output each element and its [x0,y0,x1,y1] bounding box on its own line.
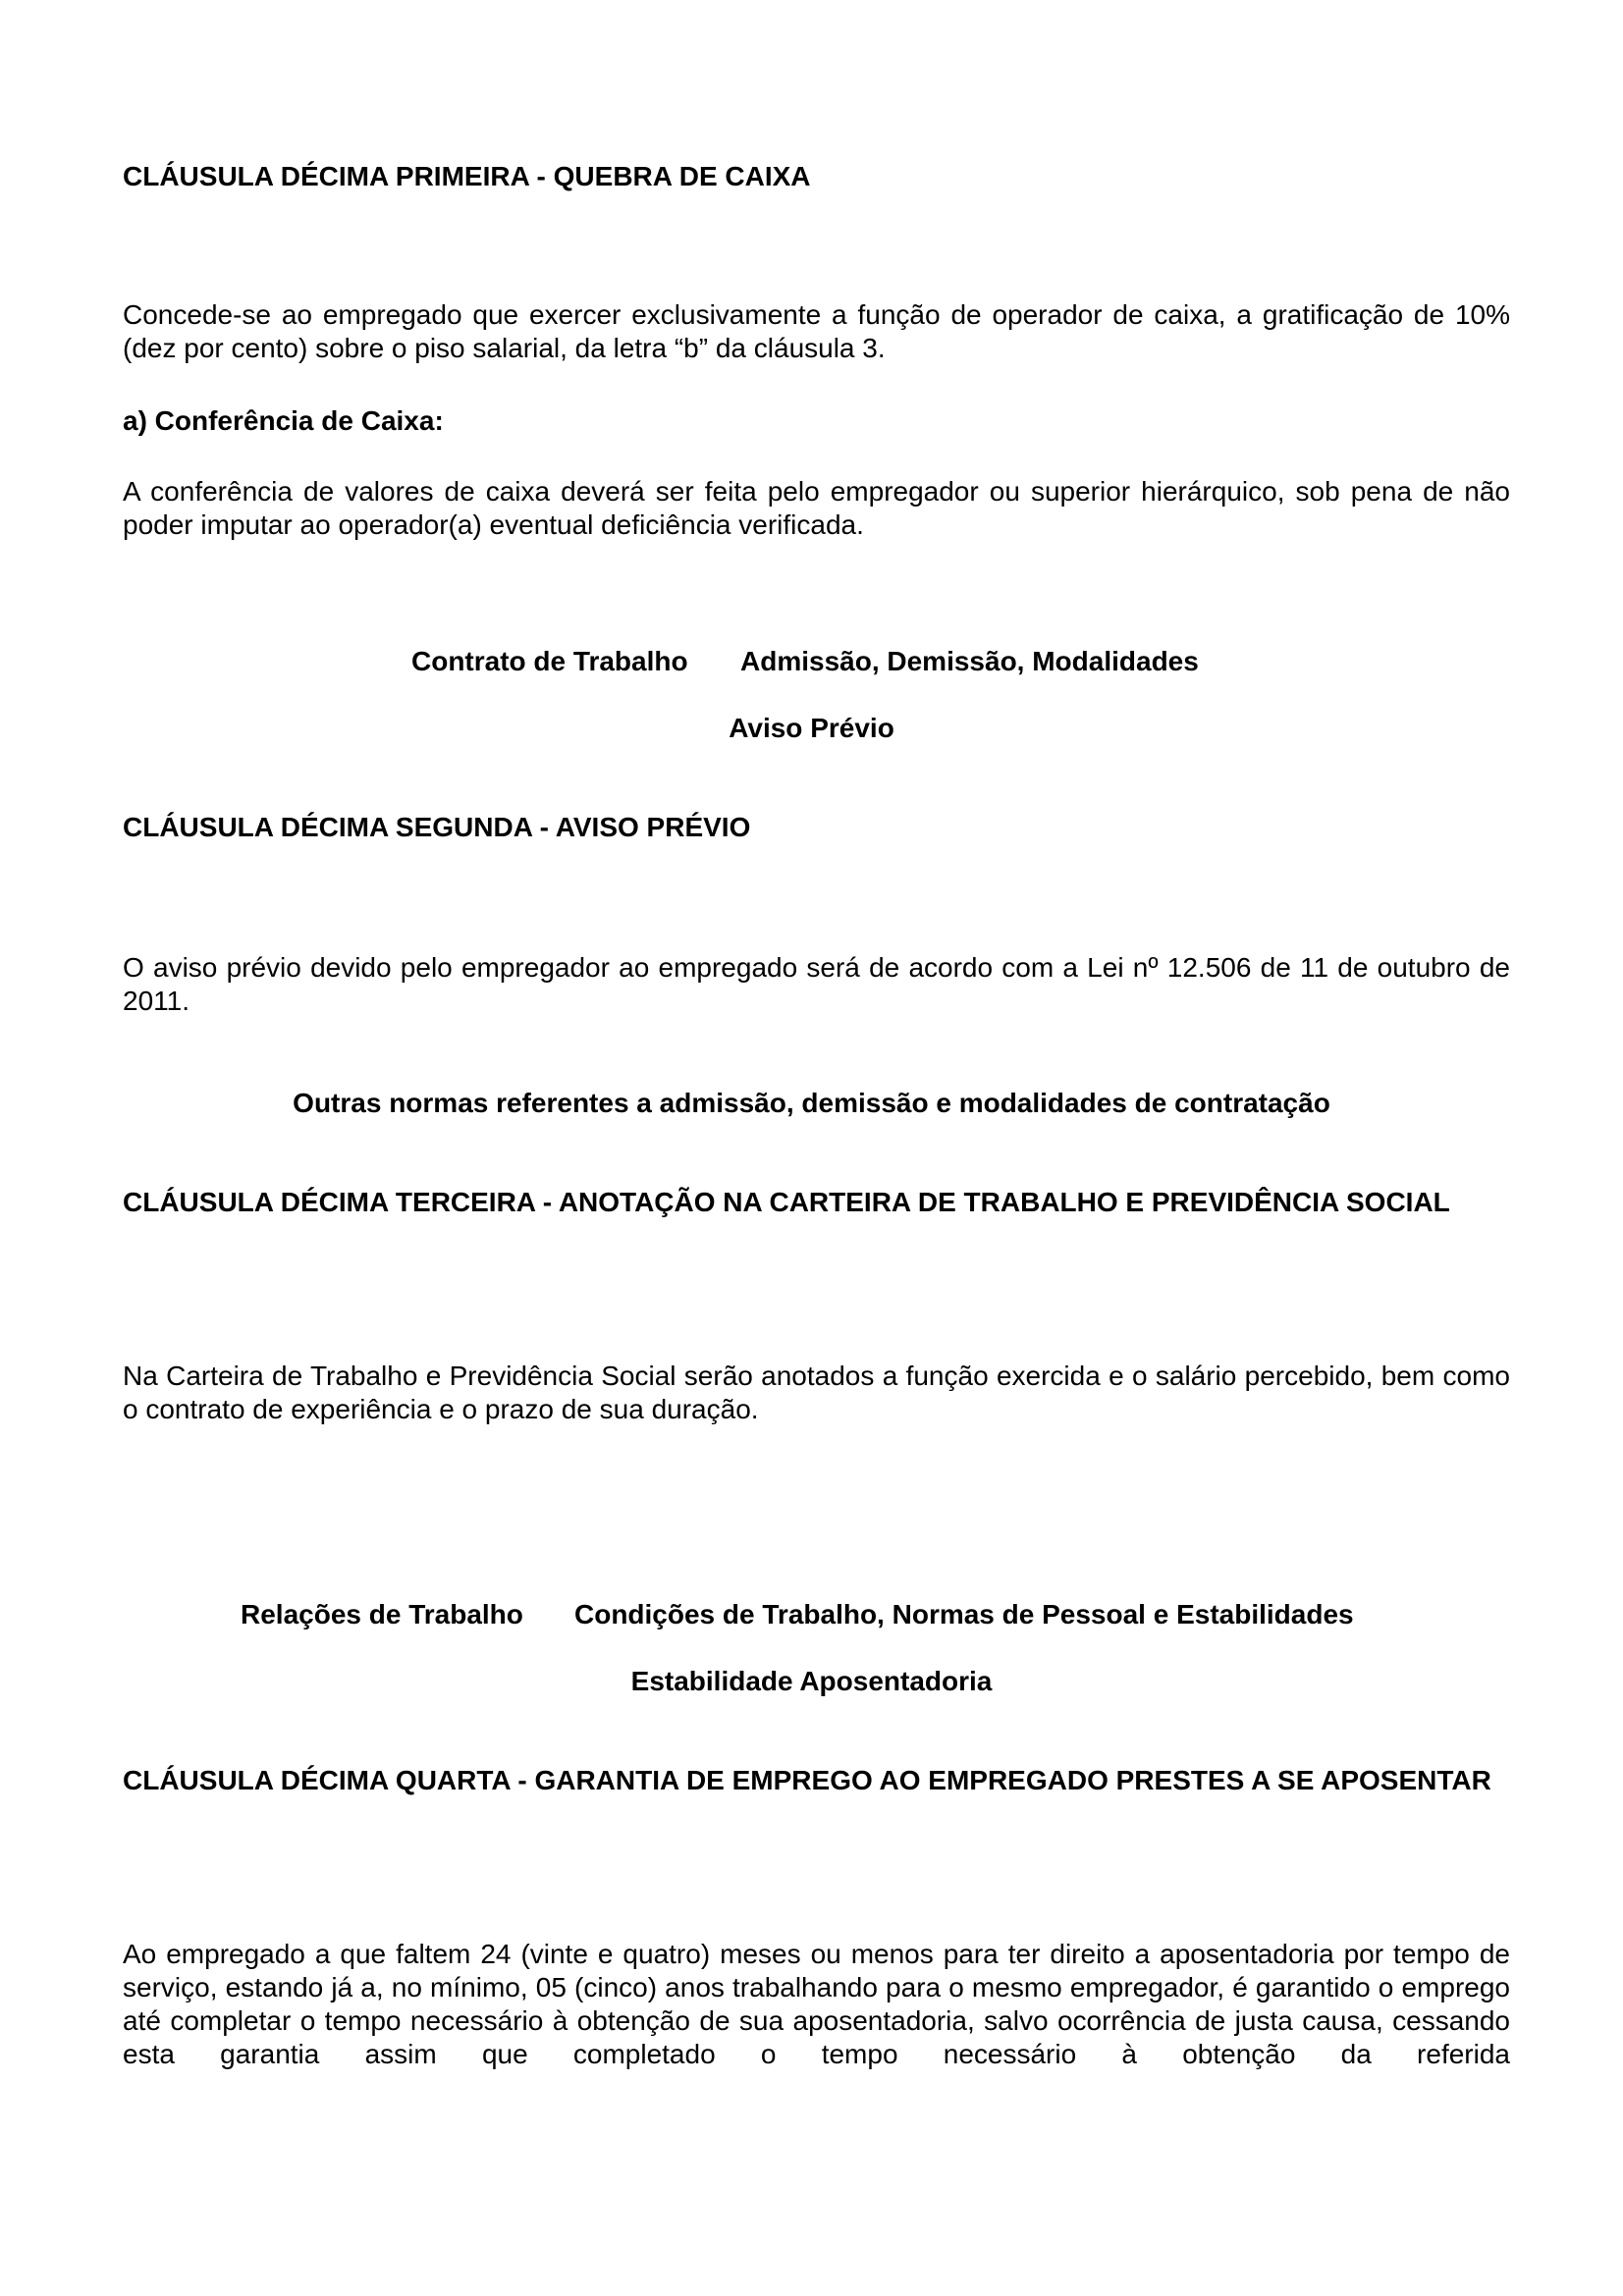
section-topic-title: Estabilidade Aposentadoria [630,1666,993,1696]
section-group-title: Relações de Trabalho [241,1599,523,1629]
section-topic-title: Outras normas referentes a admissão, demissão e modalidades de contratação [293,1088,1330,1118]
clause-11-body: Concede-se ao empregado que exercer exclusivamente a função de operador de caixa, a gratificação de 10% (dez por cento) sobre o piso salarial, da letra “b” da cláusula 3. [123,299,1510,363]
clause-13-title: CLÁUSULA DÉCIMA TERCEIRA - ANOTAÇÃO NA CARTEIRA DE TRABALHO E PREVIDÊNCIA SOCIAL [123,1187,1450,1217]
clause-14-title: CLÁUSULA DÉCIMA QUARTA - GARANTIA DE EMPREGO AO EMPREGADO PRESTES A SE APOSENTAR [123,1765,1491,1795]
clause-11-subheading: a) Conferência de Caixa: [123,405,444,436]
clause-14-body: Ao empregado a que faltem 24 (vinte e quatro) meses ou menos para ter direito a aposentadoria por tempo de serviço, estando já a, no mínimo, 05 (cinco) anos trabalhando para o mesmo empregador, é garantido o emprego até completar o tempo necessário à obtenção de sua aposentadoria, salvo ocorrência de justa causa, cessando esta garantia assim que completado o tempo necessário à obtenção da referida [123,1939,1510,2069]
clause-12-body: O aviso prévio devido pelo empregador ao empregado será de acordo com a Lei nº 12.506 de 11 de outubro de 2011. [123,952,1510,1016]
clause-11-title: CLÁUSULA DÉCIMA PRIMEIRA - QUEBRA DE CAIXA [123,161,811,191]
section-topic-title: Aviso Prévio [729,713,894,743]
clause-12-title: CLÁUSULA DÉCIMA SEGUNDA - AVISO PRÉVIO [123,812,751,842]
clause-11-subbody: A conferência de valores de caixa deverá ser feita pelo empregador ou superior hierárquico, sob pena de não poder imputar ao operador(a) eventual deficiência verificada. [123,476,1510,540]
section-subgroup-title: Condições de Trabalho, Normas de Pessoal e Estabilidades [574,1599,1354,1629]
clause-13-body: Na Carteira de Trabalho e Previdência Social serão anotados a função exercida e o salário percebido, bem como o contrato de experiência e o prazo de sua duração. [123,1361,1510,1424]
section-group-title: Contrato de Trabalho [411,646,688,676]
section-subgroup-title: Admissão, Demissão, Modalidades [740,646,1199,676]
